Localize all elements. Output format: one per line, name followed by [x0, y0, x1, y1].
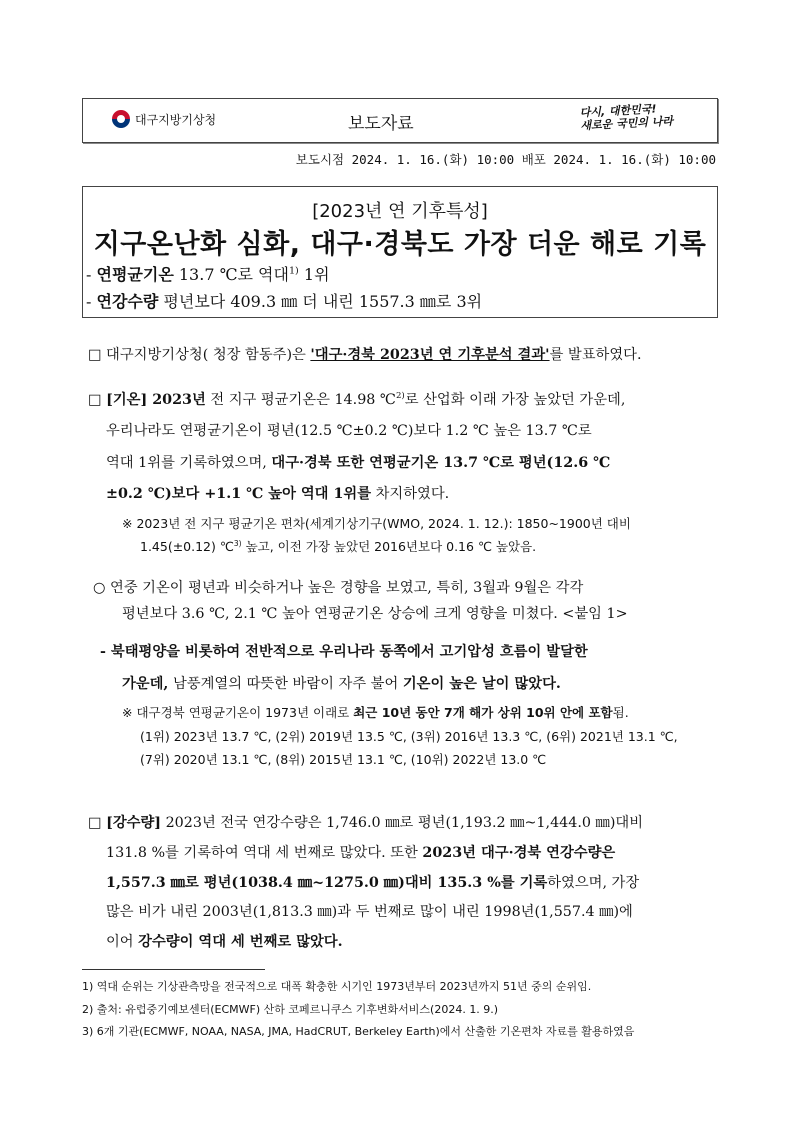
footnote-2: 2) 출처: 유럽중기예보센터(ECMWF) 산하 코페르니쿠스 기후변화서비스(2024. 1. 9.)	[82, 1003, 499, 1016]
text-segment: 평년보다 409.3 ㎜ 더 내린 1557.3 ㎜로 3위	[158, 292, 483, 311]
body-line	[122, 514, 631, 532]
text-segment: ○ 연중 기온이 평년과 비슷하거나 높은 경향을 보였고, 특히, 3월과 9월은 각각	[93, 580, 584, 596]
text-segment: (7위) 2020년 13.1 ℃, (8위) 2015년 13.1 ℃, (10위) 2022년 13.0 ℃	[140, 752, 547, 767]
body-line	[106, 931, 343, 951]
taegeuk-emblem-icon	[112, 110, 130, 128]
text-segment: [기온] 2023년	[106, 392, 206, 408]
agency-logo	[112, 110, 216, 128]
body-line	[140, 750, 546, 768]
footnote-ref: 1)	[288, 265, 299, 277]
body-line	[88, 344, 642, 364]
text-segment: -	[86, 292, 97, 311]
text-segment: - 북태평양을 비롯하여 전반적으로 우리나라 동쪽에서 고기압성 흐름이 발달한	[100, 644, 588, 660]
slogan-line-1: 다시, 대한민국!	[579, 102, 657, 120]
text-segment: 많은 비가 내린 2003년(1,813.3 ㎜)과 두 번째로 많이 내린 1998년(1,557.4 ㎜)에	[106, 904, 633, 920]
body-line	[106, 420, 592, 440]
text-segment: 를 발표하였다.	[549, 347, 642, 363]
text-segment: 2023년 대구·경북 연강수량은	[422, 845, 616, 861]
text-segment: 전 지구 평균기온은 14.98 ℃	[205, 392, 396, 408]
text-segment: 1위	[298, 265, 330, 284]
document-type: 보도자료	[348, 114, 414, 134]
body-line	[122, 603, 628, 623]
text-segment: 최근 10년 동안 7개 해가 상위 10위 안에 포함	[353, 705, 613, 720]
text-segment: 2023년 전국 연강수량은 1,746.0 ㎜로 평년(1,193.2 ㎜~1,444.0 ㎜)대비	[161, 815, 644, 831]
text-segment: 13.7 ℃로 역대	[173, 265, 289, 284]
footnote-3: 3) 6개 기관(ECMWF, NOAA, NASA, JMA, HadCRUT, Berkeley Earth)에서 산출한 기온편차 자료를 활용하였음	[82, 1025, 635, 1038]
text-segment: 이어	[106, 934, 139, 950]
text-segment: □	[88, 392, 107, 408]
text-segment: 높고, 이전 가장 높았던 2016년보다 0.16 ℃ 높았음.	[241, 539, 537, 554]
footnote-1: 1) 역대 순위는 기상관측망을 전국적으로 대폭 확충한 시기인 1973년부터 2023년까지 51년 중의 순위임.	[82, 980, 592, 993]
highlight-line	[86, 262, 330, 285]
text-segment: ※ 대구경북 연평균기온이 1973년 이래로	[122, 705, 354, 720]
text-segment: (1위) 2023년 13.7 ℃, (2위) 2019년 13.5 ℃, (3위) 2016년 13.3 ℃, (6위) 2021년 13.1 ℃,	[140, 729, 678, 744]
text-segment: 가운데,	[122, 676, 169, 692]
footnote-ref: 2)	[395, 391, 405, 402]
text-segment: 하였으며, 가장	[547, 875, 640, 891]
body-line	[106, 452, 610, 472]
text-segment: 역대 1위를 기록하였으며,	[106, 455, 272, 471]
body-line	[88, 389, 625, 409]
subtitle: [2023년 연 기후특성]	[312, 201, 488, 222]
body-line	[122, 703, 629, 721]
body-line	[93, 577, 583, 597]
agency-name: 대구지방기상청	[135, 112, 217, 127]
body-line	[88, 812, 643, 832]
text-segment: □	[88, 815, 107, 831]
slogan-line-2: 새로운 국민의 나라	[580, 114, 674, 133]
body-line	[106, 842, 615, 862]
text-segment: 131.8 %를 기록하여 역대 세 번째로 많았다. 또한	[106, 845, 423, 861]
text-segment: □ 대구지방기상청( 청장 함동주)은	[88, 347, 311, 363]
text-segment: 연평균기온	[96, 265, 174, 284]
body-line	[106, 483, 449, 503]
text-segment: 1.45(±0.12) ℃	[140, 539, 234, 554]
text-segment: 우리나라도 연평균기온이 평년(12.5 ℃±0.2 ℃)보다 1.2 ℃ 높은 13.7 ℃로	[106, 423, 592, 439]
text-segment: 기온이 높은 날이 많았다.	[402, 676, 561, 692]
release-time: 보도시점 2024. 1. 16.(화) 10:00 배포 2024. 1. 16.(화) 10:00	[295, 152, 716, 167]
body-line	[140, 727, 678, 745]
footnote-divider	[82, 969, 265, 970]
text-segment: ※ 2023년 전 지구 평균기온 편차(세계기상기구(WMO, 2024. 1. 12.): 1850~1900년 대비	[122, 516, 631, 531]
text-segment: 대구·경북 또한 연평균기온 13.7 ℃로 평년(12.6 ℃	[271, 455, 611, 471]
body-line	[100, 641, 588, 661]
text-segment: '대구·경북 2023년 연 기후분석 결과'	[310, 347, 550, 363]
text-segment: 강수량이 역대 세 번째로 많았다.	[138, 934, 343, 950]
body-line	[106, 872, 639, 892]
main-title: 지구온난화 심화, 대구·경북도 가장 더운 해로 기록	[93, 229, 707, 260]
text-segment: -	[86, 265, 97, 284]
body-line	[106, 901, 633, 921]
text-segment: 1,557.3 ㎜로 평년(1038.4 ㎜~1275.0 ㎜)대비 135.3 %를 기록	[106, 875, 548, 891]
body-line	[122, 673, 561, 693]
text-segment: [강수량]	[106, 815, 162, 831]
slogan	[579, 102, 673, 133]
text-segment: 로 산업화 이래 가장 높았던 가운데,	[404, 392, 626, 408]
footnote-ref: 3)	[233, 538, 242, 548]
text-segment: 차지하였다.	[371, 486, 450, 502]
text-segment: 평년보다 3.6 ℃, 2.1 ℃ 높아 연평균기온 상승에 크게 영향을 미쳤다. <붙임 1>	[122, 606, 628, 622]
body-line	[140, 537, 536, 555]
text-segment: 됨.	[612, 705, 629, 720]
text-segment: 연강수량	[96, 292, 159, 311]
text-segment: ±0.2 ℃)보다 +1.1 ℃ 높아 역대 1위를	[106, 486, 372, 502]
text-segment: 남풍계열의 따뜻한 바람이 자주 불어	[168, 676, 403, 692]
highlight-line	[86, 289, 482, 312]
